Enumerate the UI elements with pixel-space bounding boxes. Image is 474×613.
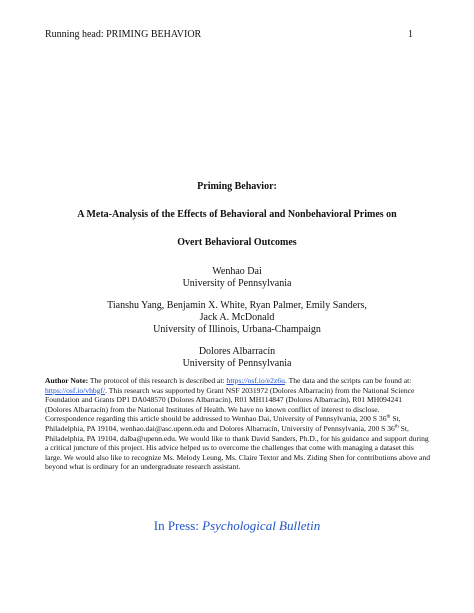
data-link[interactable]: https://osf.io/vhbgf/	[45, 385, 106, 395]
author-group-2	[0, 300, 474, 336]
in-press-prefix: In Press:	[153, 518, 203, 533]
title-line-2: A Meta-Analysis of the Effects of Behavioral and Nonbehavioral Primes on	[77, 209, 397, 220]
title-block	[0, 181, 474, 265]
author-note-text-4: St, Philadelphia, PA 19104, wenhao.dai@asc.upenn.edu and Dolores Albarracín, University of Pennsylvania, 200 S 36	[45, 414, 401, 433]
page-number: 1	[408, 29, 413, 40]
affiliation-3: University of Pennsylvania	[182, 358, 292, 369]
title-line-1: Priming Behavior:	[197, 181, 277, 192]
author-note-text-3: . This research was supported by Grant NSF 2031972 (Dolores Albarracín) from the National Science Foundation and Grants DP1 DA048570 (Dolores Albarracín), R01 MH114847 (Dolores Albarracín), R01 MH094241 (Dolores Albarracín) from the National Institutes of Health. We have no known conflict of interest to disclose. Correspondence regarding this article should be addressed to Wenhao Dai, University of Pennsylvania, 200 S 36	[45, 385, 415, 424]
journal-name: Psychological Bulletin	[202, 518, 321, 533]
author-group-3	[0, 346, 474, 370]
author-note-text-1: The protocol of this research is described at:	[88, 376, 227, 385]
running-head-text: Running head: PRIMING BEHAVIOR	[45, 29, 202, 40]
author-note-text-2: . The data and the scripts can be found at:	[284, 376, 412, 385]
author-names-2b: Jack A. McDonald	[199, 312, 275, 323]
author-names-3: Dolores Albarracín	[198, 346, 276, 357]
author-note-text-5: St, Philadelphia, PA 19104, dalba@upenn.edu. We would like to thank David Sanders, Ph.D., for his guidance and support during a critical juncture of this project. His advice helped us to overcome the challenges that come with managing a dataset this large. We would also like to recognize Ms. Melody Leung, Ms. Claire Textor and Ms. Ziding Shen for contributions above and beyond what is ordinary for an undergraduate research assistant.	[45, 423, 431, 472]
superscript-th-1: th	[386, 414, 391, 420]
author-note	[45, 376, 430, 472]
affiliation-1: University of Pennsylvania	[182, 278, 292, 289]
author-names-2a: Tianshu Yang, Benjamin X. White, Ryan Palmer, Emily Sanders,	[107, 300, 367, 311]
author-group-1	[0, 266, 474, 290]
in-press-notice	[0, 518, 474, 533]
author-note-label: Author Note:	[45, 376, 89, 385]
title-line-3: Overt Behavioral Outcomes	[177, 237, 297, 248]
author-names-1: Wenhao Dai	[212, 266, 262, 277]
superscript-th-2: th	[394, 424, 399, 430]
author-block	[0, 266, 474, 380]
protocol-link[interactable]: https://osf.io/e2z6u	[226, 376, 285, 385]
running-head	[45, 29, 413, 41]
affiliation-2: University of Illinois, Urbana-Champaign	[153, 324, 321, 335]
